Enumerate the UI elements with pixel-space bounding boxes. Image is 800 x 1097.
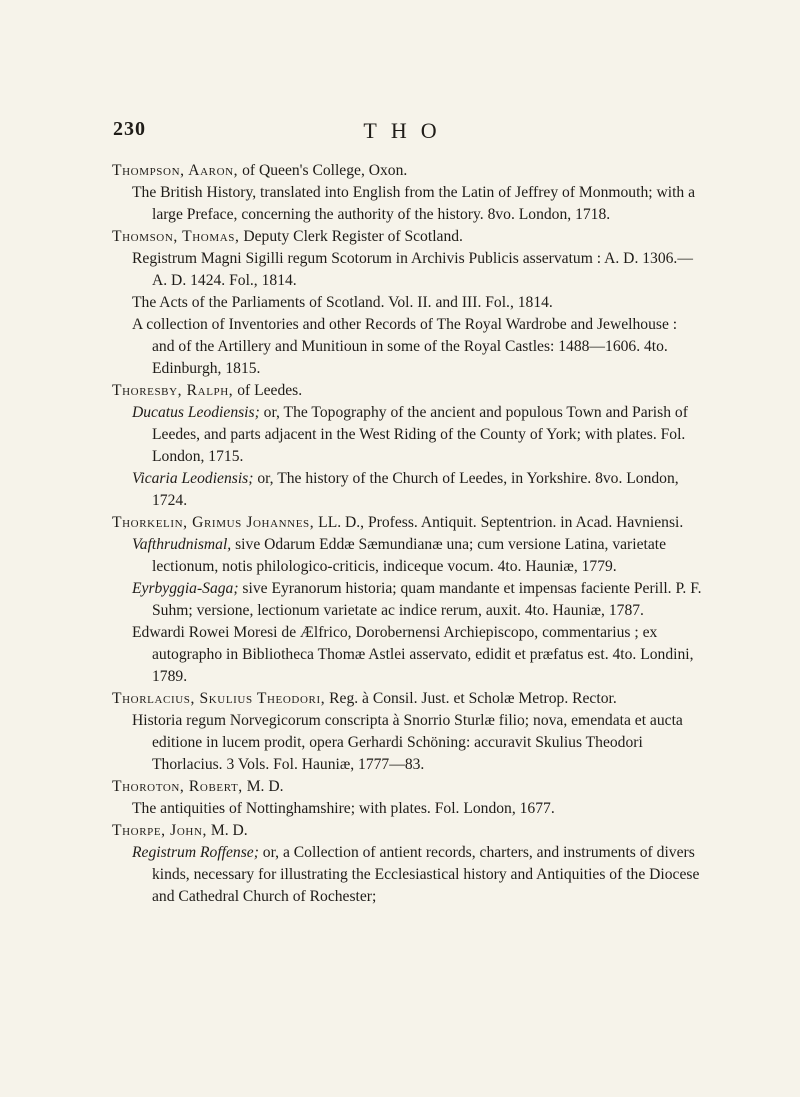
work-entry — [112, 622, 702, 688]
author-description: of Leedes. — [233, 382, 303, 399]
work-details: The British History, translated into English from the Latin of Jeffrey of Monmouth; with a large Preface, concerning the authority of the history. 8vo. London, 1718. — [132, 184, 696, 223]
work-title: Registrum Roffense; — [132, 844, 259, 861]
work-entry — [112, 292, 702, 314]
work-entry — [112, 534, 702, 578]
author-name: Thompson, Aaron, — [112, 162, 239, 179]
work-details: sive Eyranorum historia; quam mandante et impensas faciente Perill. P. F. Suhm; versione, lectionum varietate ac indice rerum, auxit. 4to. Hauniæ, 1787. — [152, 580, 702, 619]
author-name: Thoresby, Ralph, — [112, 382, 234, 399]
author-heading — [112, 512, 702, 534]
author-description: M. D. — [242, 778, 284, 795]
work-details: A collection of Inventories and other Records of The Royal Wardrobe and Jewelhouse : and of the Artillery and Munitioun in some of the Royal Castles: 1488—1606. 4to. Edinburgh, 1815. — [132, 316, 678, 377]
author-name: Thorpe, John, — [112, 822, 207, 839]
work-entry — [112, 314, 702, 380]
work-details: The antiquities of Nottinghamshire; with plates. Fol. London, 1677. — [132, 800, 555, 817]
page-number: 230 — [113, 118, 146, 140]
author-heading — [112, 160, 702, 182]
bibliography-entries — [112, 160, 702, 908]
author-heading — [112, 820, 702, 842]
work-title: Vicaria Leodiensis; — [132, 470, 254, 487]
author-description: LL. D., Profess. Antiquit. Septentrion. in Acad. Havniensi. — [314, 514, 684, 531]
work-entry — [112, 710, 702, 776]
author-name: Thorlacius, Skulius Theodori, — [112, 690, 326, 707]
work-entry — [112, 182, 702, 226]
work-details: Edwardi Rowei Moresi de Ælfrico, Dorobernensi Archiepiscopo, commentarius ; ex autographo in Bibliotheca Thomæ Astlei asservato, edidit et præfatus est. 4to. Londini, 1789. — [132, 624, 694, 685]
work-entry — [112, 248, 702, 292]
author-description: Reg. à Consil. Just. et Scholæ Metrop. Rector. — [325, 690, 617, 707]
author-heading — [112, 688, 702, 710]
work-details: or, a Collection of antient records, charters, and instruments of divers kinds, necessary for illustrating the Ecclesiastical history and Antiquities of the Diocese and Cathedral Church of Rochester; — [152, 844, 700, 905]
running-head: THO — [363, 118, 451, 143]
author-heading — [112, 226, 702, 248]
work-title: Eyrbyggia-Saga; — [132, 580, 239, 597]
work-entry — [112, 578, 702, 622]
author-description: Deputy Clerk Register of Scotland. — [239, 228, 463, 245]
work-details: sive Odarum Eddæ Sæmundianæ una; cum versione Latina, varietate lectionum, notis philologico-criticis, indiceque vocum. 4to. Hauniæ, 1779. — [152, 536, 667, 575]
author-heading — [112, 380, 702, 402]
author-description: M. D. — [206, 822, 248, 839]
work-entry — [112, 842, 702, 908]
work-entry — [112, 798, 702, 820]
work-entry — [112, 402, 702, 468]
work-details: or, The Topography of the ancient and populous Town and Parish of Leedes, and parts adjacent in the West Riding of the County of York; with plates. Fol. London, 1715. — [152, 404, 688, 465]
author-name: Thomson, Thomas, — [112, 228, 240, 245]
author-name: Thoroton, Robert, — [112, 778, 243, 795]
author-heading — [112, 776, 702, 798]
work-details: Registrum Magni Sigilli regum Scotorum in Archivis Publicis asservatum : A. D. 1306.—A. D. 1424. Fol., 1814. — [132, 250, 693, 289]
author-name: Thorkelin, Grimus Johannes, — [112, 514, 315, 531]
author-description: of Queen's College, Oxon. — [238, 162, 408, 179]
work-details: or, The history of the Church of Leedes, in Yorkshire. 8vo. London, 1724. — [152, 470, 679, 509]
work-title: Vafthrudnismal, — [132, 536, 232, 553]
page-header — [0, 118, 800, 148]
work-entry — [112, 468, 702, 512]
work-details: The Acts of the Parliaments of Scotland. Vol. II. and III. Fol., 1814. — [132, 294, 553, 311]
work-details: Historia regum Norvegicorum conscripta à Snorrio Sturlæ filio; nova, emendata et aucta editione in lucem prodit, opera Gerhardi Schöning: accuravit Skulius Theodori Thorlacius. 3 Vols. Fol. Hauniæ, 1777—83. — [132, 712, 683, 773]
work-title: Ducatus Leodiensis; — [132, 404, 260, 421]
